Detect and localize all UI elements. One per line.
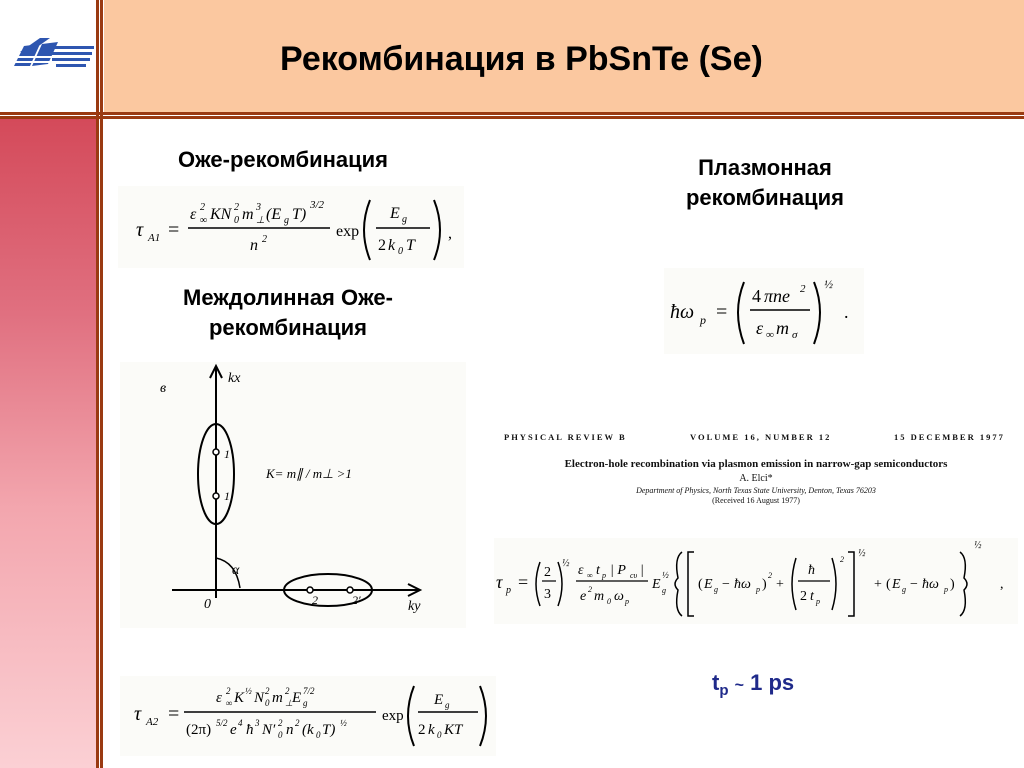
svg-text:p: p [700,313,706,327]
svg-text:E: E [292,690,302,706]
svg-text:p: p [756,585,760,594]
formula-auger-scan [118,186,464,268]
svg-text:exp: exp [382,708,404,724]
paper-journal-line [498,432,1014,444]
svg-text:3/2: 3/2 [310,199,325,211]
svg-text:A1: A1 [148,232,161,244]
svg-text:A2: A2 [146,716,159,728]
svg-text:KN: KN [210,206,232,223]
paper-received: (Received 16 August 1977) [712,496,800,505]
svg-text:): ) [950,577,955,592]
svg-text:T: T [406,237,415,254]
heading-intervalley [148,283,428,343]
svg-text:+: + [776,577,784,592]
svg-text:T): T) [292,206,307,223]
svg-text:½: ½ [562,558,570,569]
svg-text:ħω: ħω [922,577,939,592]
svg-text:ε: ε [216,690,222,706]
svg-text:2: 2 [800,283,806,295]
svg-text:g: g [902,585,906,594]
svg-text:3: 3 [256,202,261,213]
svg-text:p: p [944,585,948,594]
result-value: 1 ps [750,670,795,695]
svg-text:½: ½ [974,540,982,551]
svg-text:k: k [428,722,435,738]
svg-text:m: m [594,589,605,604]
svg-text:E: E [652,577,661,592]
svg-text:g: g [445,700,450,710]
svg-text:g: g [303,698,308,708]
svg-text:n: n [286,722,294,738]
svg-text:½: ½ [824,277,833,291]
svg-text:ε: ε [578,563,584,578]
heading-intervalley-line1: Междолинная Оже- [183,285,393,310]
svg-text:0: 0 [437,730,442,740]
svg-text:K: K [234,690,245,706]
svg-text:0: 0 [265,698,270,708]
svg-text:0: 0 [278,730,283,740]
formula-intervalley-scan [120,676,496,756]
svg-text:3: 3 [544,587,551,602]
svg-text:g: g [714,585,718,594]
svg-text:½: ½ [662,570,669,580]
svg-text:m: m [242,206,254,223]
svg-text:E: E [390,205,400,222]
svg-text:7/2: 7/2 [303,686,315,696]
valley-diagram [120,362,466,628]
svg-text:0: 0 [316,730,321,740]
svg-text:½: ½ [245,686,252,696]
svg-text:ω: ω [614,589,624,604]
svg-text:τ: τ [496,572,503,592]
svg-text:2: 2 [295,718,300,728]
svg-text:3: 3 [255,718,260,728]
paper-volume: VOLUME 16, NUMBER 12 [690,432,832,442]
svg-text:∞: ∞ [587,571,593,580]
svg-text:,: , [1000,577,1004,592]
svg-text:−: − [910,577,918,592]
slide-title: Рекомбинация в PbSnTe (Se) [280,40,763,78]
svg-text:e: e [580,589,587,604]
svg-text:4: 4 [238,718,243,728]
point-label-1-prime: 1′ [224,447,233,461]
svg-text:ħ: ħ [808,563,815,578]
svg-text:,: , [448,225,452,242]
logo-area [0,0,96,112]
paper-author: A. Elci* [739,473,773,484]
svg-text:p: p [506,585,511,596]
heading-plasmon [650,153,880,213]
svg-text:ħ: ħ [246,722,254,738]
result-tilde: ~ [734,677,744,694]
valley-point [213,493,219,499]
formula-plasma-scan [664,268,864,354]
svg-text:πne: πne [764,286,791,306]
svg-text:=: = [168,219,180,241]
corner-label: в [160,381,167,396]
svg-text:⊥: ⊥ [256,215,265,226]
svg-text:exp: exp [336,223,360,240]
svg-text:(: ( [886,577,891,592]
svg-text:ħω: ħω [734,577,751,592]
svg-text:E: E [704,577,713,592]
svg-text:| P: | P [610,563,626,578]
svg-text:m: m [272,690,283,706]
svg-text:m: m [776,318,789,338]
svg-text:T): T) [322,722,336,738]
svg-text:2: 2 [200,202,205,213]
svg-text:2: 2 [226,686,231,696]
svg-text:0: 0 [607,597,611,606]
svg-text:2: 2 [378,237,386,254]
formula-tau-a2 [120,676,496,756]
svg-text:cυ: cυ [630,571,638,580]
svg-text:E: E [434,692,444,708]
paper-affiliation: Department of Physics, North Texas State University, Denton, Texas 76203 [636,486,876,495]
institute-logo [0,0,96,112]
svg-text:N′: N′ [262,722,276,738]
svg-text:τ: τ [134,703,142,725]
svg-text:=: = [518,572,529,592]
formula-tau-a1 [118,186,464,268]
svg-text:|: | [640,563,644,578]
svg-text:=: = [168,703,180,725]
point-label-2: 2 [312,593,318,607]
svg-text:∞: ∞ [226,698,233,708]
svg-text:0: 0 [398,246,403,257]
svg-text:2: 2 [840,555,844,564]
paper-citation [498,432,1014,505]
mass-ratio-relation: K= m∥ / m⊥ >1 [266,466,352,481]
svg-text:4: 4 [752,286,761,306]
heading-auger: Оже-рекомбинация [177,147,389,172]
svg-text:p: p [816,597,820,606]
left-decor-strip [0,119,96,768]
svg-text:E: E [892,577,901,592]
paper-date: 15 DECEMBER 1977 [894,432,1005,442]
svg-text:): ) [762,577,767,592]
svg-text:0: 0 [234,215,239,226]
svg-text:2: 2 [234,202,239,213]
origin-label: 0 [204,597,211,612]
formula-hbar-omega-p [664,268,864,354]
svg-text:⊥: ⊥ [285,698,293,708]
svg-text:N: N [254,690,265,706]
svg-text:(: ( [698,577,703,592]
svg-text:τ: τ [136,219,144,241]
paper-journal: PHYSICAL REVIEW B [504,432,627,442]
svg-text:t: t [810,589,814,604]
svg-text:2: 2 [265,686,270,696]
svg-text:2: 2 [285,686,290,696]
svg-text:2: 2 [544,565,551,580]
svg-text:∞: ∞ [766,329,774,341]
svg-text:2: 2 [588,585,592,594]
plasmon-lifetime-result [712,670,795,699]
svg-text:½: ½ [340,718,347,728]
svg-text:(2π): (2π) [186,722,212,738]
svg-text:2: 2 [262,234,267,245]
svg-text:e: e [230,722,237,738]
svg-text:=: = [716,301,728,323]
svg-text:k: k [388,237,396,254]
heading-plasmon-line2: рекомбинация [685,185,845,210]
svg-text:g: g [662,586,666,595]
svg-text:KT: KT [444,722,463,738]
svg-text:5/2: 5/2 [216,718,228,728]
kx-label: kx [228,371,241,386]
svg-text:g: g [284,215,289,226]
svg-text:p: p [625,597,629,606]
result-subscript: p [719,682,729,699]
svg-text:−: − [722,577,730,592]
svg-text:2: 2 [418,722,426,738]
heading-plasmon-line1: Плазмонная [698,155,832,180]
svg-text:σ: σ [792,329,798,341]
paper-title: Electron-hole recombination via plasmon emission in narrow-gap semiconductors [564,458,948,470]
angle-label: α [232,563,240,578]
svg-text:ħω: ħω [670,301,695,323]
svg-text:(k: (k [302,722,314,738]
heading-intervalley-line2: рекомбинация [208,315,368,340]
result-symbol: t [712,670,720,695]
svg-text:2: 2 [278,718,283,728]
point-label-1: 1 [224,489,230,503]
svg-text:t: t [596,563,600,578]
svg-text:g: g [402,214,407,225]
valley-point [213,449,219,455]
svg-text:ε: ε [190,206,197,223]
svg-text:n: n [250,237,258,254]
ky-label: ky [408,599,421,614]
point-label-2-prime: 2′ [352,593,361,607]
svg-text:2: 2 [800,589,807,604]
valley-diagram-scan [120,362,466,628]
svg-text:(E: (E [266,206,282,223]
frame-line [0,116,1024,119]
svg-text:p: p [602,571,606,580]
svg-text:.: . [844,302,849,322]
svg-text:ε: ε [756,318,764,338]
formula-tau-p [494,538,1018,624]
svg-text:½: ½ [858,548,866,559]
svg-text:+: + [874,577,882,592]
svg-text:∞: ∞ [200,215,208,226]
formula-tau-p-scan [494,538,1018,624]
svg-text:2: 2 [768,571,772,580]
frame-line [0,112,1024,115]
